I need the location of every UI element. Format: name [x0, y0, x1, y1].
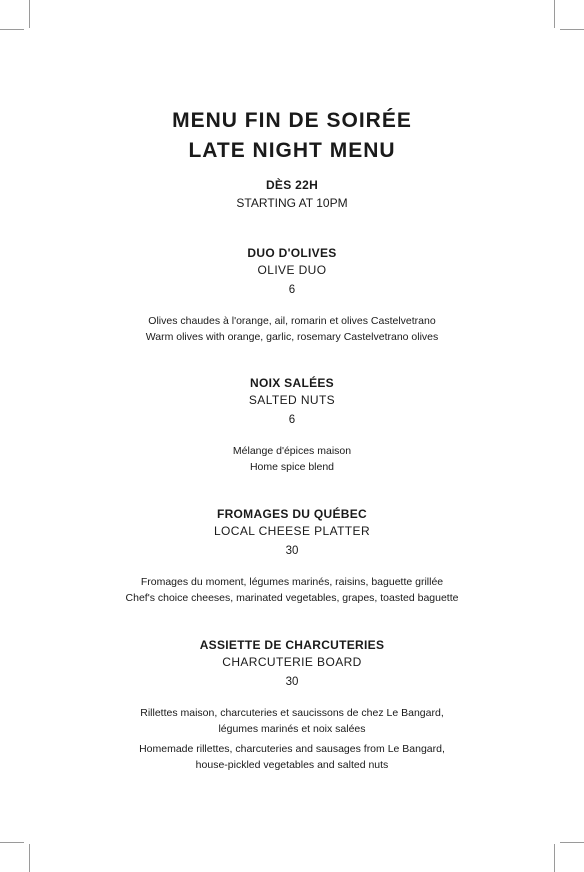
crop-mark-top-right-horizontal: [560, 29, 584, 30]
menu-title-en: LATE NIGHT MENU: [188, 139, 396, 162]
crop-mark-bottom-left-vertical: [29, 844, 30, 872]
item-price: 6: [288, 284, 296, 296]
menu-hours-en: STARTING AT 10PM: [236, 196, 348, 210]
crop-mark-bottom-right-horizontal: [560, 842, 584, 843]
menu-hours-fr: DÈS 22H: [265, 178, 319, 192]
menu-title-fr: MENU FIN DE SOIRÉE: [172, 109, 412, 132]
crop-mark-top-left-horizontal: [0, 29, 24, 30]
item-description-en-line: Home spice blend: [249, 461, 335, 473]
crop-mark-bottom-left-horizontal: [0, 842, 24, 843]
menu-item-salted-nuts: [0, 375, 584, 475]
item-description-fr: [0, 313, 584, 329]
item-description-en-line: Chef's choice cheeses, marinated vegetables, grapes, toasted baguette: [125, 592, 459, 604]
menu-hours: [0, 176, 584, 212]
item-description-fr: [0, 705, 584, 737]
item-description-en: [0, 459, 584, 475]
item-description-en: [0, 741, 584, 773]
item-price: 30: [285, 545, 299, 557]
item-price: 30: [285, 676, 299, 688]
item-description-fr-line: Mélange d'épices maison: [232, 445, 352, 457]
item-name-fr: DUO D'OLIVES: [247, 246, 337, 260]
item-name-fr: ASSIETTE DE CHARCUTERIES: [199, 638, 385, 652]
item-description-en-line: house-pickled vegetables and salted nuts: [195, 759, 389, 771]
item-name-en: SALTED NUTS: [248, 393, 336, 407]
item-price: 6: [288, 414, 296, 426]
item-description-fr-line: légumes marinés et noix salées: [218, 723, 366, 735]
item-description-fr: [0, 574, 584, 590]
crop-mark-top-right-vertical: [554, 0, 555, 28]
menu-title: [0, 106, 584, 166]
item-description-fr-line: Rillettes maison, charcuteries et saucissons de chez Le Bangard,: [140, 707, 444, 719]
item-name-fr: FROMAGES DU QUÉBEC: [216, 507, 368, 521]
item-description-fr-line: Fromages du moment, légumes marinés, raisins, baguette grillée: [140, 576, 444, 588]
menu-item-cheese-platter: [0, 506, 584, 606]
item-name-en: CHARCUTERIE BOARD: [222, 655, 362, 669]
menu-item-charcuterie-board: [0, 637, 584, 773]
item-description-en-line: Warm olives with orange, garlic, rosemary Castelvetrano olives: [145, 331, 439, 343]
item-description-en: [0, 329, 584, 345]
item-name-en: LOCAL CHEESE PLATTER: [213, 524, 371, 538]
item-description-en-line: Homemade rillettes, charcuteries and sausages from Le Bangard,: [139, 743, 445, 755]
crop-mark-bottom-right-vertical: [554, 844, 555, 872]
item-description-fr: [0, 443, 584, 459]
crop-mark-top-left-vertical: [29, 0, 30, 28]
item-name-fr: NOIX SALÉES: [250, 376, 334, 390]
item-name-en: OLIVE DUO: [257, 263, 327, 277]
item-description-en: [0, 590, 584, 606]
menu-item-olive-duo: [0, 245, 584, 345]
item-description-fr-line: Olives chaudes à l'orange, ail, romarin et olives Castelvetrano: [148, 315, 436, 327]
